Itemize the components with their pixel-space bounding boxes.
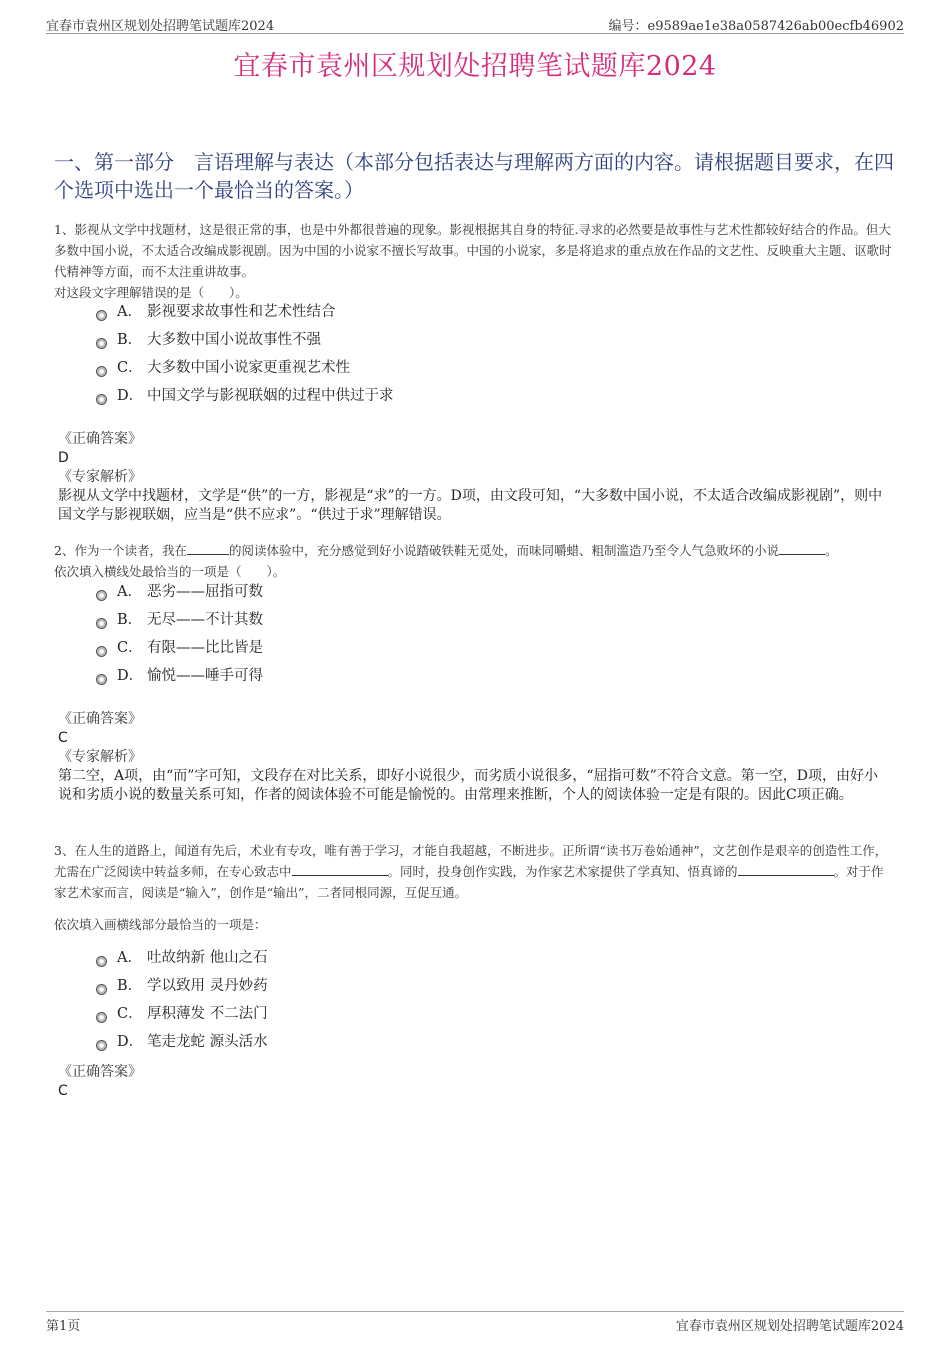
option-letter: A． [117, 584, 142, 600]
question-1-prompt: 对这段文字理解错误的是（ ）。 [54, 285, 248, 300]
question-1-passage: 1、影视从文学中找题材，这是很正常的事，也是中外都很普遍的现象。影视根据其自身的特征.寻求的必然要是故事性与艺术性都较好结合的作品。但大多数中国小说，不太适合改编成影视剧。因为中国的小说家不擅长写故事。中国的小说家，多是将追求的重点放在作品的文艺性、反映重大主题、讴歌时代精神等方面，而不太注重讲故事。 [54, 222, 892, 279]
option-letter: D． [117, 668, 144, 684]
option-letter: D． [117, 388, 144, 404]
question-3-options [96, 944, 268, 1056]
answer-label: 《正确答案》 [58, 1064, 142, 1080]
question-2-answer: C [58, 730, 68, 746]
option-text: 无尽——不计其数 [147, 612, 263, 628]
radio-icon[interactable] [96, 646, 107, 657]
radio-icon[interactable] [96, 338, 107, 349]
question-2-option-c[interactable] [96, 634, 263, 662]
question-2-text-b: 的阅读体验中，充分感觉到好小说踏破铁鞋无觅处，而味同嚼蜡、粗制滥造乃至令人气急败坏的小说 [228, 543, 779, 558]
radio-icon[interactable] [96, 590, 107, 601]
radio-icon[interactable] [96, 1012, 107, 1023]
question-3-solution [58, 1063, 888, 1101]
option-text: 吐故纳新 他山之石 [147, 950, 268, 966]
fill-blank [187, 542, 229, 555]
option-letter: C． [117, 360, 143, 376]
question-2-passage [54, 540, 896, 561]
question-3-answer: C [58, 1083, 68, 1099]
analysis-label: 《专家解析》 [58, 469, 142, 485]
question-2-stem [54, 540, 896, 582]
option-letter: B． [117, 332, 143, 348]
question-3-text-c: 。对于作家艺术家而言，阅读是“输入”，创作是“输出”，二者同根同源，互促互通。 [54, 864, 884, 900]
answer-label: 《正确答案》 [58, 711, 142, 727]
question-1-option-c[interactable] [96, 354, 394, 382]
question-1-option-d[interactable] [96, 382, 394, 410]
option-letter: D． [117, 1034, 144, 1050]
question-1-analysis: 影视从文学中找题材，文学是“供”的一方，影视是“求”的一方。D项，由文段可知，“大多数中国小说，不太适合改编成影视剧”，则中国文学与影视联姻，应当是“供不应求”。“供过于求”理解错误。 [58, 488, 883, 523]
radio-icon[interactable] [96, 956, 107, 967]
question-3-option-c[interactable] [96, 1000, 268, 1028]
fill-blank [738, 863, 834, 876]
page-title: 宜春市袁州区规划处招聘笔试题库2024 [233, 51, 717, 82]
question-2-option-a[interactable] [96, 578, 263, 606]
option-text: 大多数中国小说家更重视艺术性 [147, 360, 350, 376]
option-letter: C． [117, 640, 143, 656]
header-doc-id: 编号：e9589ae1e38a0587426ab00ecfb46902 [608, 19, 904, 34]
question-3-option-d[interactable] [96, 1028, 268, 1056]
question-2-prompt: 依次填入横线处最恰当的一项是（ ）。 [54, 564, 286, 579]
question-2-text-c: 。 [824, 543, 838, 558]
page-number: 第1页 [46, 1319, 81, 1334]
question-3-option-a[interactable] [96, 944, 268, 972]
question-2-options [96, 578, 263, 690]
question-3-text-b: 。同时，投身创作实践，为作家艺术家提供了学真知、悟真谛的 [387, 864, 738, 879]
question-1-stem [54, 219, 896, 303]
option-text: 学以致用 灵丹妙药 [147, 978, 268, 994]
answer-label: 《正确答案》 [58, 431, 142, 447]
radio-icon[interactable] [96, 674, 107, 685]
radio-icon[interactable] [96, 618, 107, 629]
question-2-text-a: 2、作为一个读者，我在 [54, 543, 187, 558]
question-3-option-b[interactable] [96, 972, 268, 1000]
question-3-text-a: 3、在人生的道路上，闻道有先后，术业有专攻，唯有善于学习，才能自我超越，不断进步。正所谓“读书万卷始通神”，文艺创作是艰辛的创造性工作，尤需在广泛阅读中转益多师，在专心致志中 [54, 843, 888, 879]
question-3-passage [54, 840, 896, 903]
question-2-solution [58, 710, 888, 805]
question-1-answer: D [58, 450, 69, 466]
option-text: 影视要求故事性和艺术性结合 [147, 304, 336, 320]
radio-icon[interactable] [96, 310, 107, 321]
question-1-options [96, 298, 394, 410]
question-1-option-b[interactable] [96, 326, 394, 354]
question-2-analysis: 第二空，A项，由“而”字可知，文段存在对比关系，即好小说很少，而劣质小说很多，“屈指可数”不符合文意。第一空，D项，由好小说和劣质小说的数量关系可知，作者的阅读体验不可能是愉悦的。由常理来推断，个人的阅读体验一定是有限的。因此C项正确。 [58, 768, 878, 803]
option-text: 有限——比比皆是 [147, 640, 263, 656]
option-text: 恶劣——屈指可数 [147, 584, 263, 600]
option-text: 大多数中国小说故事性不强 [147, 332, 321, 348]
option-text: 笔走龙蛇 源头活水 [147, 1034, 268, 1050]
option-letter: B． [117, 978, 143, 994]
question-2-option-b[interactable] [96, 606, 263, 634]
footer-doc-title: 宜春市袁州区规划处招聘笔试题库2024 [675, 1319, 904, 1334]
analysis-label: 《专家解析》 [58, 749, 142, 765]
radio-icon[interactable] [96, 984, 107, 995]
footer-divider [46, 1311, 904, 1312]
question-1-solution [58, 430, 888, 525]
option-text: 中国文学与影视联姻的过程中供过于求 [147, 388, 394, 404]
radio-icon[interactable] [96, 1040, 107, 1051]
header-divider [46, 33, 904, 34]
section-heading: 一、第一部分 言语理解与表达（本部分包括表达与理解两方面的内容。请根据题目要求，在四个选项中选出一个最恰当的答案。） [54, 150, 894, 202]
option-letter: A． [117, 950, 142, 966]
option-letter: C． [117, 1006, 143, 1022]
fill-blank [779, 542, 825, 555]
question-3-prompt: 依次填入画横线部分最恰当的一项是： [54, 917, 267, 932]
question-2-option-d[interactable] [96, 662, 263, 690]
option-letter: B． [117, 612, 143, 628]
option-text: 愉悦——唾手可得 [147, 668, 263, 684]
option-text: 厚积薄发 不二法门 [147, 1006, 268, 1022]
radio-icon[interactable] [96, 366, 107, 377]
question-1-option-a[interactable] [96, 298, 394, 326]
radio-icon[interactable] [96, 394, 107, 405]
fill-blank [292, 863, 388, 876]
header-doc-title: 宜春市袁州区规划处招聘笔试题库2024 [46, 19, 275, 34]
question-3-stem [54, 840, 896, 903]
option-letter: A． [117, 304, 142, 320]
